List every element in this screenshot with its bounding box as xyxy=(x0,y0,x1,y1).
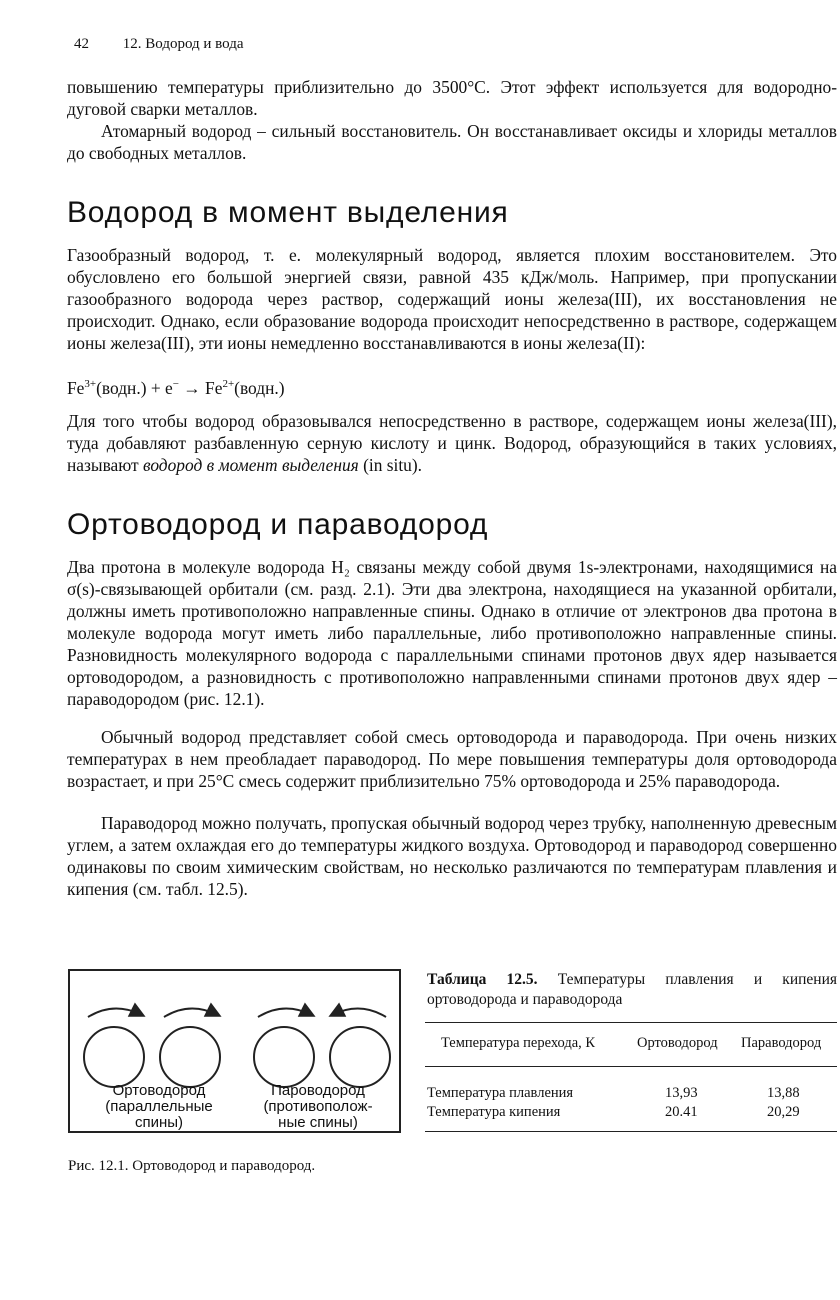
section-heading-nascent-hydrogen: Водород в момент выделения xyxy=(67,196,509,229)
proton-circle-4 xyxy=(330,1027,390,1087)
table-cell: Температура кипения xyxy=(427,1104,561,1120)
table-cell: 13,93 xyxy=(665,1085,698,1101)
para-label: Пароводород (противополож- ные спины) xyxy=(263,1082,373,1131)
intro-paragraph-2: Атомарный водород – сильный восстановитель. Он восстанавливает оксиды и хлориды металлов до свободных металлов. xyxy=(67,121,837,163)
proton-circle-2 xyxy=(160,1027,220,1087)
table-cell: Температура плавления xyxy=(427,1085,574,1101)
table-header: Ортоводород xyxy=(637,1035,718,1051)
proton-circle-1 xyxy=(84,1027,144,1087)
spin-arrow-right-2 xyxy=(164,1008,218,1017)
table-caption: Таблица 12.5. Температуры плавления и кипения ортоводорода и параводорода xyxy=(427,971,838,1008)
section2-paragraph-2: Обычный водород представляет собой смесь ортоводорода и параводорода. При очень низких температурах в нем преобладает параводород. По мере повышения температуры доля ортоводорода возрастает, и при 25°С смесь содержит приблизительно 75% ортоводорода и 25% параводорода. xyxy=(67,727,837,791)
table-cell: 13,88 xyxy=(767,1085,800,1101)
table-cell: 20,29 xyxy=(767,1104,800,1120)
nascent-hydrogen-term: водород в момент выделения xyxy=(143,455,359,475)
intro-paragraph-1: повышению температуры приблизительно до 3500°С. Этот эффект используется для водородно-дуговой сварки металлов. xyxy=(67,77,837,119)
table-header: Температура перехода, К xyxy=(441,1035,596,1051)
spin-arrow-left-4 xyxy=(332,1008,386,1017)
table-header: Параводород xyxy=(741,1035,822,1051)
section2-paragraph-1: Два протона в молекуле водорода H₂ связаны между собой двумя 1s-электронами, находящимися на σ(s)-связывающей орбитали (см. разд. 2.1). Эти два электрона, находящиеся на указанной орбитали, должны иметь противоположно направленные спины. Однако в отличие от электронов два протона в молекуле водорода могут иметь либо параллельные, либо противоположно направленные спины. Разновидность молекулярного водорода с параллельными спинами протонов двух ядер называется ортоводородом, а разновидность с противоположно направленными спинами протонов двух ядер – параводородом (рис. 12.1). xyxy=(67,557,837,709)
section-heading-ortho-para: Ортоводород и параводород xyxy=(67,508,489,541)
figure-ortho-para xyxy=(68,969,401,1133)
spin-arrow-right-3 xyxy=(258,1008,312,1017)
table-cell: 20.41 xyxy=(665,1104,698,1120)
section1-paragraph-2: Для того чтобы водород образовывался непосредственно в растворе, содержащем ионы железа(III), туда добавляют разбавленную серную кислоту и цинк. Водород, образующийся в таких условиях, называют водород в момент выделения (in situ). xyxy=(67,411,837,475)
figure-caption: Рис. 12.1. Ортоводород и параводород. xyxy=(68,1158,316,1174)
chapter-title: 12. Водород и вода xyxy=(122,36,244,52)
ortho-label: Ортоводород (параллельные спины) xyxy=(105,1082,213,1131)
spin-arrow-right-1 xyxy=(88,1008,142,1017)
page-number: 42 xyxy=(74,36,89,52)
section2-paragraph-3: Параводород можно получать, пропуская обычный водород через трубку, наполненную древесным углем, а затем охлаждая его до температуры жидкого воздуха. Ортоводород и параводород совершенно одинаковы по своим химическим свойствам, но несколько различаются по температурам плавления и кипения (см. табл. 12.5). xyxy=(67,813,837,899)
section1-paragraph-1: Газообразный водород, т. е. молекулярный водород, является плохим восстановителем. Это обусловлено его большой энергией связи, равной 435 кДж/моль. Например, при пропускании газообразного водорода через раствор, содержащий ионы железа(III), их восстановления не происходит. Однако, если образование водорода происходит непосредственно в растворе, содержащем ионы железа(III), эти ионы немедленно восстанавливаются в ионы железа(II): xyxy=(67,245,837,353)
reaction-formula: $Fe^{3+}(водн.) + e^-$ → $Fe^{2+}(водн.)$ xyxy=(67,378,285,398)
proton-circle-3 xyxy=(254,1027,314,1087)
running-header xyxy=(74,36,244,53)
